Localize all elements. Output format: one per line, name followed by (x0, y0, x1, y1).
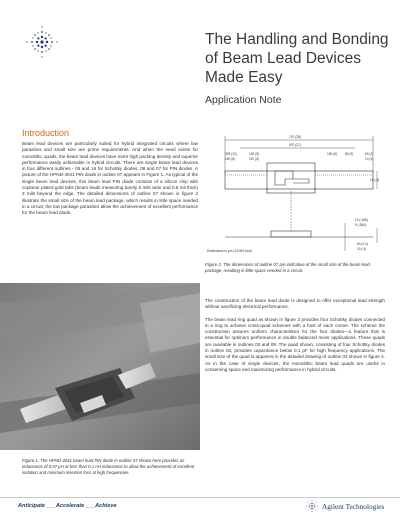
dim-label: 110 (4) (249, 157, 259, 161)
dim-label: 9 (.354) (355, 223, 366, 227)
dim-label: 80 (3) (345, 152, 354, 156)
units-note: Dimensions in µm (1/1000 inch) (207, 249, 252, 253)
dim-label: 670 (27) (289, 143, 301, 147)
dim-label: 10 (4) (365, 157, 374, 161)
dim-label: 305 (12) (225, 152, 237, 156)
body-paragraph: The beam lead ring quad as shown in figure 3 provides four Schottky diodes connected in a ring to achieve cross-quad schemes with a host of each corner. The scheme the construction assures uniform characteristics for the four diodes—a feature that is essential for optimum performance in double balanced mixer applications. These quads are available in outlines 03 and 08. The quad shown, consisting of four Schottky diodes in outline 03, provides capacitance below 0.1 pF for high frequency applications. The small size of the quad is apparent in the detailed drawing of outline 03 shown in figure 4. As in the case of single devices, the monolithic beam lead quads are useful in conserving space and maximizing performance in hybrid circuits. (205, 316, 385, 372)
figure-2-caption: Figure 2. The dimensions of outline 07 are indicative of the small size of the beam lead package, resulting in little space needed in a circuit. (205, 262, 370, 273)
body-text-right (205, 298, 385, 379)
dim-label: 60 (2.4) (357, 242, 368, 246)
outline-07-dimension-drawing (205, 133, 385, 259)
intro-text (22, 141, 198, 217)
dim-label: 15 (.6) (370, 178, 380, 182)
agilent-spark-logo-icon (24, 24, 60, 60)
document-subtitle: Application Note (205, 94, 282, 106)
dim-label: 60 (2) (365, 152, 374, 156)
brand-name: Agilent Technologies (322, 502, 385, 511)
dim-label: 710 (28) (289, 135, 301, 139)
beam-lead-diode-photo (0, 283, 200, 450)
dim-label: 130 (5) (249, 152, 260, 156)
footer-divider (0, 497, 400, 498)
figure-1-caption: Figure 1. The HPND-4041 beam lead PIN diode in outline 07 shown here provides an inductance of 0.07 pH at less than 0.1 nH inductance to allow the achievement of excellent isolation and minimum insertion loss at high frequencies. (22, 458, 195, 475)
dim-label: 10 (.4) (357, 247, 367, 251)
dim-label: 150 (6) (225, 157, 236, 161)
document-title: The Handling and Bonding of Beam Lead Devices Made Easy (205, 31, 389, 86)
section-heading-introduction: Introduction (22, 128, 70, 138)
body-paragraph: The construction of the beam lead diode is designed to offer exceptional lead strength without sacrificing electrical performance. (205, 298, 385, 310)
dim-label: 12 (.465) (355, 218, 368, 222)
agilent-spark-small-icon (305, 499, 319, 513)
footer-tagline: Anticipate ___Accelerate ___Achieve (18, 503, 117, 509)
intro-paragraph: Beam lead devices are particularly suited for hybrid integrated circuits where low parasitics and small size are prime requirements. And when the need exists for monolithic quads, the beam lead devices have more high packing density and superior performance easily achievable in hybrid circuits. There are single beam lead devices in four different outlines - 05 and 16 for Schottky diodes, 06 and 07 for PIN diodes. A picture of the HPND-4041 PIN diode in outline 07 appears in Figure 1. As typical of the single beam lead devices, this beam lead PIN diode consists of a silicon chip with coplanar plated gold tabs (beam leads measuring barely 5 mils wide and 0.5 mil thick) 3 mils beyond the edge. The detailed dimensions of outline 07 shown in figure 2 illustrate the small size of the beam lead package, which results in little space needed in a circuit; the low package parasitics allow the achievement of excellent performance for the beam lead diode. (22, 141, 198, 216)
dim-label: 150 (6) (327, 152, 338, 156)
